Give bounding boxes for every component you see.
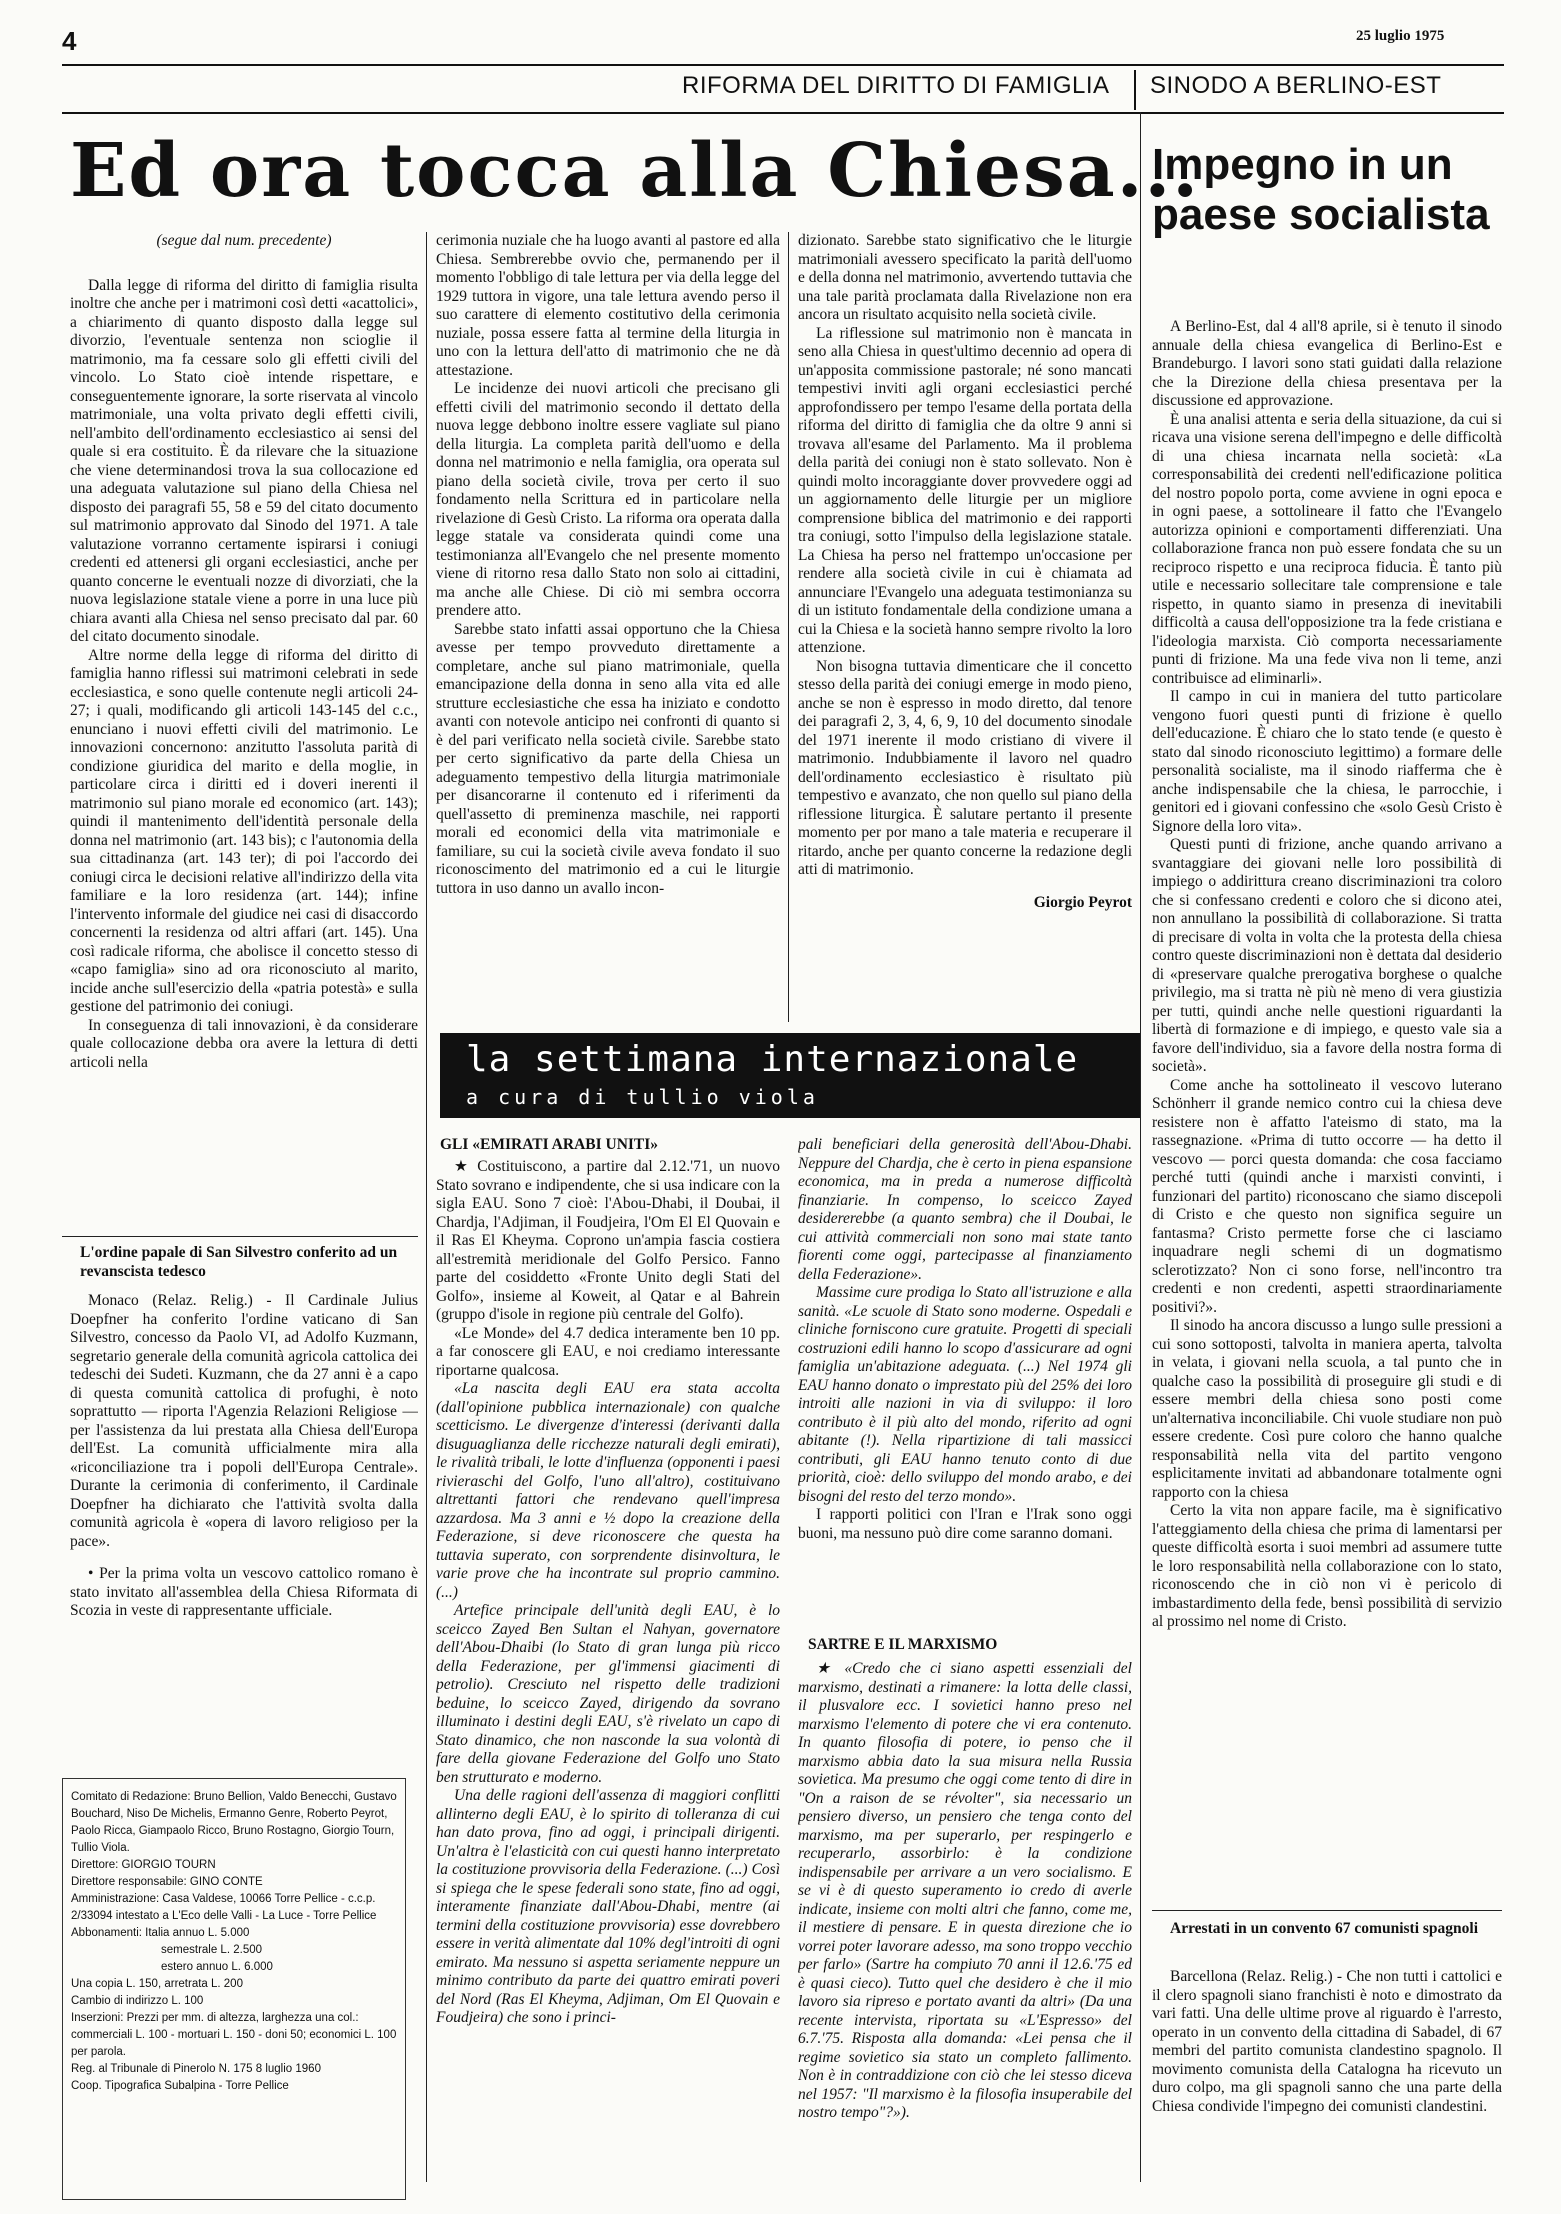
emirati-title: GLI «EMIRATI ARABI UNITI»: [440, 1136, 659, 1153]
sinodo-article: [1152, 318, 1502, 1902]
paragraph: Artefice principale dell'unità degli EAU, è lo sceicco Zayed Ben Sultan el Nahyan, governatore dell'Abou-Dhaibi (lo Stato di gran lunga più ricco della Federazione, per gl'immensi giacimenti di petrolio). Cresciuto nel rispetto delle tradizioni beduine, lo sceicco Zayed, dirigendo da sovrano illuminato i destini degli EAU, s'è rivelato un capo di Stato dinamico, che non nasconde la sua volontà di fare della giovane Federazione del Golfo uno Stato ben strutturato e moderno.: [436, 1602, 780, 1786]
editorial-line: Direttore responsabile: GINO CONTE: [71, 1876, 263, 1888]
paragraph: Barcellona (Relaz. Relig.) - Che non tutti i cattolici e il clero spagnoli siano franchisti è noto e dimostrato da vari fatti. Una delle ultime prove al riguardo è l'arresto, operato in un convento della cittadina di Sabadel, di 67 membri del partito comunista clandestino spagnolo. Il movimento comunista della Catalogna ha ricevuto un duro colpo, ma gli spagnoli sanno che una parte della Chiesa condivide l'impegno dei comunisti clandestini.: [1152, 1968, 1502, 2115]
paragraph: ★ Costituiscono, a partire dal 2.12.'71, un nuovo Stato sovrano e indipendente, che si usa indicare con la sigla EAU. Sono 7 cioè: l'Abou-Dhabi, il Doubai, il Chardja, l'Adjiman, il Foudjeira, l'Om El El Quovain e il Ras El Kheyma. Coprono un'ampia fascia costiera all'estremità meridionale del Golfo Persico. Fanno parte del cosiddetto «Fronte Unito degli Stati del Golfo», insieme al Koweit, al Qatar e al Bahrein (gruppo d'isole in regione più centrale del Golfo).: [436, 1158, 780, 1323]
settimana-title: la settimana internazionale: [466, 1039, 1079, 1080]
section-title-left: RIFORMA DEL DIRITTO DI FAMIGLIA: [682, 72, 1110, 99]
paragraph: A Berlino-Est, dal 4 all'8 aprile, si è tenuto il sinodo annuale della chiesa evangelica di Berlino-Est e Brandeburgo. I lavori sono stati guidati dalla relazione che la Direzione della chiesa presentava per la discussione ed approvazione.: [1152, 318, 1502, 409]
section-divider: [1152, 1910, 1502, 1911]
emirati-col1: [436, 1158, 780, 2190]
paragraph: Massime cure prodiga lo Stato all'istruzione e alla sanità. «Le scuole di Stato sono moderne. Ospedali e cliniche forniscono cure gratuite. Progetti di speciali costruzioni edili hanno lo scopo d'assicurare ad ogni famiglia un'abitazione adeguata. (...) Nel 1974 gli EAU hanno donato o imprestato più del 25% dei loro introiti alle nazioni in via di sviluppo: il loro contributo è il più alto del mondo, riferito ad ogni abitante (!). Nella ripartizione di tali massicci contributi, gli EAU hanno tenuto conto di due priorità, cioè: dello sviluppo del mondo arabo, e dei bisogni del resto del terzo mondo».: [798, 1284, 1132, 1505]
issue-date: 25 luglio 1975: [1356, 28, 1445, 44]
column-rule: [788, 232, 789, 1022]
section-title-right: SINODO A BERLINO-EST: [1150, 72, 1442, 99]
main-headline: Ed ora tocca alla Chiesa...: [70, 128, 1200, 214]
paragraph: Dalla legge di riforma del diritto di famiglia risulta inoltre che anche per i matrimoni così detti «acattolici», a chiarimento di quanto disposto dalla legge sul divorzio, l'eventuale sentenza non scioglie il matrimonio, ma fa cessare solo gli effetti civili del vincolo. Lo Stato cioè intende rispettare, e conseguentemente ignorare, la sorte riservata al vincolo matrimoniale, una volta privato degli effetti civili, nell'ambito dell'ordinamento ecclesiastico ai sensi del quale si era costituito. È da rilevare che la situazione che viene determinandosi trova la sua collocazione ed una adeguata valutazione sul piano della Chiesa nel disposto dei paragrafi 55, 58 e 59 del citato documento sul matrimonio approvato dal Sinodo del 1971. A tale valutazione vorranno certamente ispirarsi i coniugi credenti ed attenersi gli organi ecclesiastici, anche per quanto concerne le eventuali nozze di divorziati, che la nuova legislazione statale viene a porre in una luce più chiara avanti alla Chiesa nel senso precisato dal par. 60 del citato documento sinodale.: [70, 276, 418, 645]
paragraph: «Le Monde» del 4.7 dedica interamente ben 10 pp. a far conoscere gli EAU, e noi crediamo interessante riportarne qualcosa.: [436, 1324, 780, 1379]
section-rule: [62, 112, 1504, 114]
paragraph: Certo la vita non appare facile, ma è significativo l'atteggiamento della chiesa che prima di lamentarsi per queste difficoltà esorta i suoi membri ad assumere tutte le loro responsabilità nella collaborazione con lo stato, riconoscendo che in ciò non vi è pericolo di imbastardimento della fede, bensì possibilità di servizio al prossimo nel nome di Cristo.: [1152, 1502, 1502, 1630]
paragraph: Come anche ha sottolineato il vescovo luterano Schönherr il grande nemico contro cui la chiesa deve resistere non è affatto l'ateismo di stato, ma la rassegnazione. «Prima di tutto occorre — ha detto il vescovo — porci questa domanda: che cosa facciamo perché tutti (quindi anche i marxisti convinti, i funzionari del partito) riconoscano che siamo discepoli di Cristo e che questo non significa seguire un fantasma? Cristo permette forse che ci lasciamo inquadrare negli schemi di un dogmatismo sclerotizzato? Non ci sono forse, nell'incontro tra credenti e non credenti, aspetti straordinariamente positivi?».: [1152, 1076, 1502, 1316]
paragraph: Altre norme della legge di riforma del diritto di famiglia hanno riflessi sui matrimoni celebrati in sede ecclesiastica, e sono quelle contenute negli articoli 24-27; i quali, modificando gli articoli 143-145 del c.c., enunciano i nuovi effetti civili del matrimonio. Le innovazioni concernono: anzitutto l'assoluta parità di condizione giuridica del marito e della moglie, in particolare circa i diritti ed i doveri inerenti il matrimonio sul piano morale ed economico (art. 143); quindi il mantenimento dell'identità personale della donna nel matrimonio (art. 143 bis); c l'autonomia della sua cittadinanza (art. 143 ter); di poi l'accordo dei coniugi circa le decisioni relative all'indirizzo della vita familiare e la loro residenza (art. 144); infine l'intervento informale del giudice nei casi di disaccordo concernenti la residenza od altri affari (art. 145). Una così radicale riforma, che abolisce il concetto stesso di «capo famiglia» sino ad ora riconosciuto al marito, incide anche sull'esercizio della «patria potestà» e sulla gestione del patrimonio dei coniugi.: [70, 646, 418, 1015]
arrestati-title: Arrestati in un convento 67 comunisti spagnoli: [1170, 1920, 1479, 1937]
editorial-line: estero annuo L. 6.000: [161, 1961, 273, 1973]
paragraph: In conseguenza di tali innovazioni, è da considerare quale collocazione debba ora avere la lettura di detti articoli nella: [70, 1016, 418, 1071]
column-rule: [1140, 112, 1141, 2182]
section-divider: [62, 1236, 418, 1237]
paragraph: Non bisogna tuttavia dimenticare che il concetto stesso della parità dei coniugi emerge in modo pieno, anche se non è espresso in modo diretto, dal tenore dei paragrafi 2, 3, 4, 6, 9, 10 del documento sinodale del 1971 inerente il modo cristiano di vivere il matrimonio. Indubbiamente il lavoro nel quadro dell'ordinamento ecclesiastico è risultato più tempestivo e avanzato, che non quello sul piano della riflessione liturgica. È salutare pertanto il presente momento per por mano a tale materia e recuperare il ritardo, anche per quanto concerne la redazione degli atti di matrimonio.: [798, 657, 1132, 878]
settimana-banner: [440, 1033, 1140, 1118]
paragraph: È una analisi attenta e seria della situazione, da cui si ricava una visione serena dell'impegno e delle difficoltà di una chiesa incarnata nella società: «La corresponsabilità dei credenti nell'edificazione politica del nostro popolo porta, come avviene in ogni epoca e in ogni paese, a sottolineare il fatto che l'Evangelo autorizza opinioni e comportamenti differenziati. Una collaborazione franca non può essere fondata che su un reciproco rispetto e una reciproca fiducia. È tanto più utile e necessario sollecitare tale comprensione e tale rispetto, in quanto siamo in presenza di inevitabili difficoltà a causa dell'opposizione tra la fede cristiana e l'ideologia marxista. Ciò comporta necessariamente punti di frizione. Ma una fede viva non li teme, anzi contribuisce ad eliminarli».: [1152, 410, 1502, 687]
sinodo-headline: Impegno in un paese socialista: [1152, 140, 1490, 239]
editorial-line: Abbonamenti: Italia annuo L. 5.000: [71, 1927, 250, 1939]
main-article-col3: [798, 232, 1132, 1010]
editorial-line: Amministrazione: Casa Valdese, 10066 Torre Pellice - c.c.p. 2/33094 intestato a L'Eco delle Valli - La Luce - Torre Pellice: [71, 1893, 377, 1922]
column-rule: [426, 232, 427, 2182]
sartre-title: SARTRE E IL MARXISMO: [808, 1636, 998, 1653]
section-separator: [1134, 70, 1136, 110]
paragraph: Sarebbe stato infatti assai opportuno che la Chiesa avesse per tempo provveduto direttamente a completare, anche sul piano matrimoniale, quella emancipazione della donna in seno alla vita ed alle strutture ecclesiastiche che essa ha iniziato e condotto avanti con notevole anticipo nei confronti di quanto si è del pari verificato nella società civile. Sarebbe stato per certo significativo da parte della Chiesa un adeguamento tempestivo della liturgia matrimoniale per disancorarne il contenuto ed i riferimenti da quell'assetto di preminenza maschile, nei rapporti morali ed economici della vita matrimoniale e familiare, su cui la società civile aveva fondato il suo riconoscimento del matrimonio ed a cui le liturgie tuttora in uso danno un avallo incon-: [436, 620, 780, 897]
editorial-line: Coop. Tipografica Subalpina - Torre Pellice: [71, 2080, 289, 2092]
editorial-line: Direttore: GIORGIO TOURN: [71, 1859, 216, 1871]
paragraph: La riflessione sul matrimonio non è mancata in seno alla Chiesa in quest'ultimo decennio ad opera di un'apposita commissione pastorale; né sono mancati tempestivi inviti agli organi ecclesiastici perché approfondissero per tempo l'esame della portata della riforma del diritto di famiglia che da oltre 9 anni si trovava all'esame del Parlamento. Ma il problema della parità dei coniugi non è stato sollevato. Non è quindi molto incoraggiante dover provvedere oggi ad un aggiornamento delle liturgie per un migliore comprensione biblica del matrimonio e dei rapporti tra coniugi, sotto l'impulso della legislazione statale. La Chiesa ha perso nel frattempo un'occasione per rendere alla società civile in cui è chiamata ad annunciare l'Evangelo una adeguata testimonianza su di un istituto fondamentale della condizione umana a cui la Chiesa e la società hanno sempre rivolto la loro attenzione.: [798, 324, 1132, 656]
paragraph: dizionato. Sarebbe stato significativo che le liturgie matrimoniali avessero specificato la parità dell'uomo e della donna nel matrimonio, avvertendo tuttavia che una tale parità proclamata dalla Rivelazione non era ancora un risultato acquisito nella società civile.: [798, 232, 1132, 323]
paragraph: Il sinodo ha ancora discusso a lungo sulle pressioni a cui sono sottoposti, talvolta in maniera aperta, talvolta in velata, i giovani nella scuola, a tal punto che in qualche caso la possibilità di proseguire gli studi e di essere membri della chiesa sono posti come un'alternativa inconciliabile. Chi vuole studiare non può essere credente. Così pure coloro che hanno qualche responsabilità nella vita del partito vengono esplicitamente invitati ad abbandonare totalmente ogni rapporto con la chiesa: [1152, 1317, 1502, 1501]
paragraph: Le incidenze dei nuovi articoli che precisano gli effetti civili del matrimonio secondo il dettato della nuova legge debbono inoltre essere vagliate sul piano della liturgia. La completa parità dell'uomo e della donna nel matrimonio e nella famiglia, ora operata sul piano della società civile, trova per certo il suo fondamento nella Scrittura ed in particolare nella rivelazione di Gesù Cristo. La riforma ora operata dalla legge statale va considerata quindi come una testimonianza all'Evangelo che nel presente momento viene di ritorno resa dallo Stato non solo ai cittadini, ma anche alle Chiese. Di ciò mi sembra occorra prendere atto.: [436, 380, 780, 619]
paragraph: pali beneficiari della generosità dell'Abou-Dhabi. Neppure del Chardja, che è certo in piena espansione economica, ma in preda a numerose difficoltà finanziarie. In compenso, lo sceicco Zayed desidererebbe (a quanto sembra) che il Doubai, le cui attività commerciali non sono mai state tanto fiorenti come oggi, partecipasse al finanziamento della Federazione».: [798, 1136, 1132, 1283]
ordine-title: L'ordine papale di San Silvestro conferito ad un revanscista tedesco: [80, 1244, 398, 1280]
sartre-article: [798, 1660, 1132, 2190]
editorial-line: Inserzioni: Prezzi per mm. di altezza, larghezza una col.: commerciali L. 100 - mortuari L. 150 - doni 50; economici L. 100 per parola.: [71, 2012, 397, 2058]
arrestati-article: [1152, 1968, 1502, 2190]
editorial-line: semestrale L. 2.500: [161, 1944, 263, 1956]
author-signature: Giorgio Peyrot: [1033, 893, 1132, 911]
editorial-box: [62, 1778, 406, 2200]
editorial-line: Reg. al Tribunale di Pinerolo N. 175 8 luglio 1960: [71, 2063, 321, 2075]
page-number: 4: [62, 26, 77, 56]
top-rule: [62, 64, 1504, 66]
paragraph: «La nascita degli EAU era stata accolta (dall'opinione pubblica internazionale) con qualche scetticismo. Le divergenze d'interessi (derivanti dalla disuguaglianza delle ricchezze naturali degli emirati), le rivalità tribali, le lotte d'influenza (opponenti i paesi rivieraschi del Golfo, l'uno all'altro), costituivano altrettanti fattori che rendevano quell'impresa azzardosa. Ma 3 anni e ½ dopo la creazione della Federazione, si deve riconoscere che questa ha tuttavia superato, con sorprendente disinvoltura, le varie prove che ha incontrate sul proprio cammino. (...): [436, 1380, 780, 1601]
main-article-col1: [70, 232, 418, 1230]
paragraph: ★ «Credo che ci siano aspetti essenziali del marxismo, destinati a rimanere: la lotta delle classi, il plusvalore ecc. I sovietici hanno preso nel marxismo l'elemento di potere che vi era contenuto. In quanto filosofia di potere, io penso che il marxismo abbia dato la sua misura nella Russia sovietica. Ma presumo che oggi come tento di dire in "On a raison de se révolter", sia necessario un pensiero diverso, un pensiero che tenga conto del marxismo, ma per superarlo, per respingerlo e recuperarlo, assorbirlo: è la condizione indispensabile per arrivare a un vero socialismo. E se vi è di questo superamento io credo di averle indicate, insieme con molti altri che fanno, come me, il mestiere di pensare. E in questa direzione che io vorrei poter lavorare adesso, ma sono troppo vecchio per farlo» (Sartre ha compiuto 70 anni il 12.6.'75 ed è quasi cieco). Tutto quel che desidero è che il mio lavoro sia ripreso e portato avanti da altri» (Da una recente intervista, riportata su «L'Espresso» del 6.7.'75. Risposta alla domanda: «Lei pensa che il regime sovietico sia stato un completo fallimento. Non è in contraddizione con ciò che lei stesso diceva nel 1957: "Il marxismo è la filosofia insuperabile del nostro tempo"?»).: [798, 1660, 1132, 2121]
paragraph: I rapporti politici con l'Iran e l'Irak sono oggi buoni, ma nessuno può dire come saranno domani.: [798, 1506, 1132, 1542]
paragraph: cerimonia nuziale che ha luogo avanti al pastore ed alla Chiesa. Sembrerebbe ovvio che, permanendo per il momento l'obbligo di tale lettura per via della legge del 1929 tuttora in vigore, una tale lettura avendo perso il suo carattere di elemento costitutivo della cerimonia nuziale, possa essere fatta al termine della liturgia in uno con la lettura dell'atto di matrimonio che ne dà attestazione.: [436, 232, 780, 379]
settimana-byline: a cura di tullio viola: [466, 1085, 819, 1109]
emirati-col2: [798, 1136, 1132, 1620]
paragraph: Una delle ragioni dell'assenza di maggiori conflitti allinterno degli EAU, è lo spirito di tolleranza di cui han dato prova, fino ad oggi, i principali dirigenti. Un'altra è l'elasticità con cui questi hanno interpretato la costituzione provvisoria della Federazione. (...) Così si spiega che le spese federali sono state, fino ad oggi, interamente finanziate dall'Abou-Dhabi, mentre (ai termini della costituzione provvisoria) esse dovrebbero essere in verità alimentate dal 10% degl'introiti di ogni emirato. Ma nessuno si aspetta seriamente neppure un minimo contributo da parte dei quattro emirati poveri del Nord (Ras El Kheyma, Adjiman, Om El Quovain e Foudjeira) che sono i princi-: [436, 1787, 780, 2026]
paragraph: Il campo in cui in maniera del tutto particolare vengono fuori questi punti di frizione è quello dell'educazione. È chiaro che lo stato tende (e questo è stato dal sinodo riconosciuto legittimo) a formare delle personalità socialiste, ma il sinodo riafferma che è anche indispensabile che la chiesa, le parrocchie, i genitori ed i giovani confessino che «solo Gesù Cristo è Signore della loro vita».: [1152, 688, 1502, 835]
editorial-line: Una copia L. 150, arretrata L. 200: [71, 1978, 243, 1990]
editorial-line: Cambio di indirizzo L. 100: [71, 1995, 204, 2007]
paragraph: Questi punti di frizione, anche quando arrivano a svantaggiare dei giovani nelle loro possibilità di impiego o addirittura creano discriminazioni tra coloro che si confessano credenti e coloro che si dicono atei, non annullano la possibilità di collaborazione. Si tratta di precisare di volta in volta che la protesta della chiesa contro queste discriminazioni non è dettata dal desiderio di «preservare qualche prerogativa borghese o qualche privilegio, ma si tratta nè più nè meno di vera giustizia per tutti, quindi anche nelle questioni riguardanti la libertà di formazione e di impiego, e questo vale sia a favore dell'individuo, sia a favore della nostra forma di società».: [1152, 836, 1502, 1075]
paragraph: Monaco (Relaz. Relig.) - Il Cardinale Julius Doepfner ha conferito l'ordine vaticano di San Silvestro, concesso da Paolo VI, ad Adolfo Kuzmann, segretario generale della comunità agricola cattolica dei tedeschi dei Sudeti. Kuzmann, che da 27 anni è a capo di questa comunità cattolica di profughi, è noto soprattutto — riporta l'Agenzia Relazioni Religiose — per l'assistenza da lui prestata alla Chiesa dell'Europa dell'Est. La comunità ufficialmente mira alla «riconciliazione tra i popoli dell'Europa Centrale». Durante la cerimonia di conferimento, il Cardinale Doepfner ha dichiarato che l'attività svolta dalla comunità agricola è «opera di lavoro religioso per la pace».: [70, 1292, 418, 1550]
main-article-col2: [436, 232, 780, 1010]
paragraph: • Per la prima volta un vescovo cattolico romano è stato invitato all'assemblea della Chiesa Riformata di Scozia in veste di rappresentante ufficiale.: [70, 1565, 418, 1619]
ordine-article: [70, 1292, 418, 1692]
continuation-note: (segue dal num. precedente): [156, 232, 332, 249]
editorial-line: Comitato di Redazione: Bruno Bellion, Valdo Benecchi, Gustavo Bouchard, Niso De Michelis, Ermanno Genre, Roberto Peyrot, Paolo Ricca, Giampaolo Ricco, Bruno Rostagno, Giorgio Tourn, Tullio Viola.: [71, 1791, 397, 1854]
